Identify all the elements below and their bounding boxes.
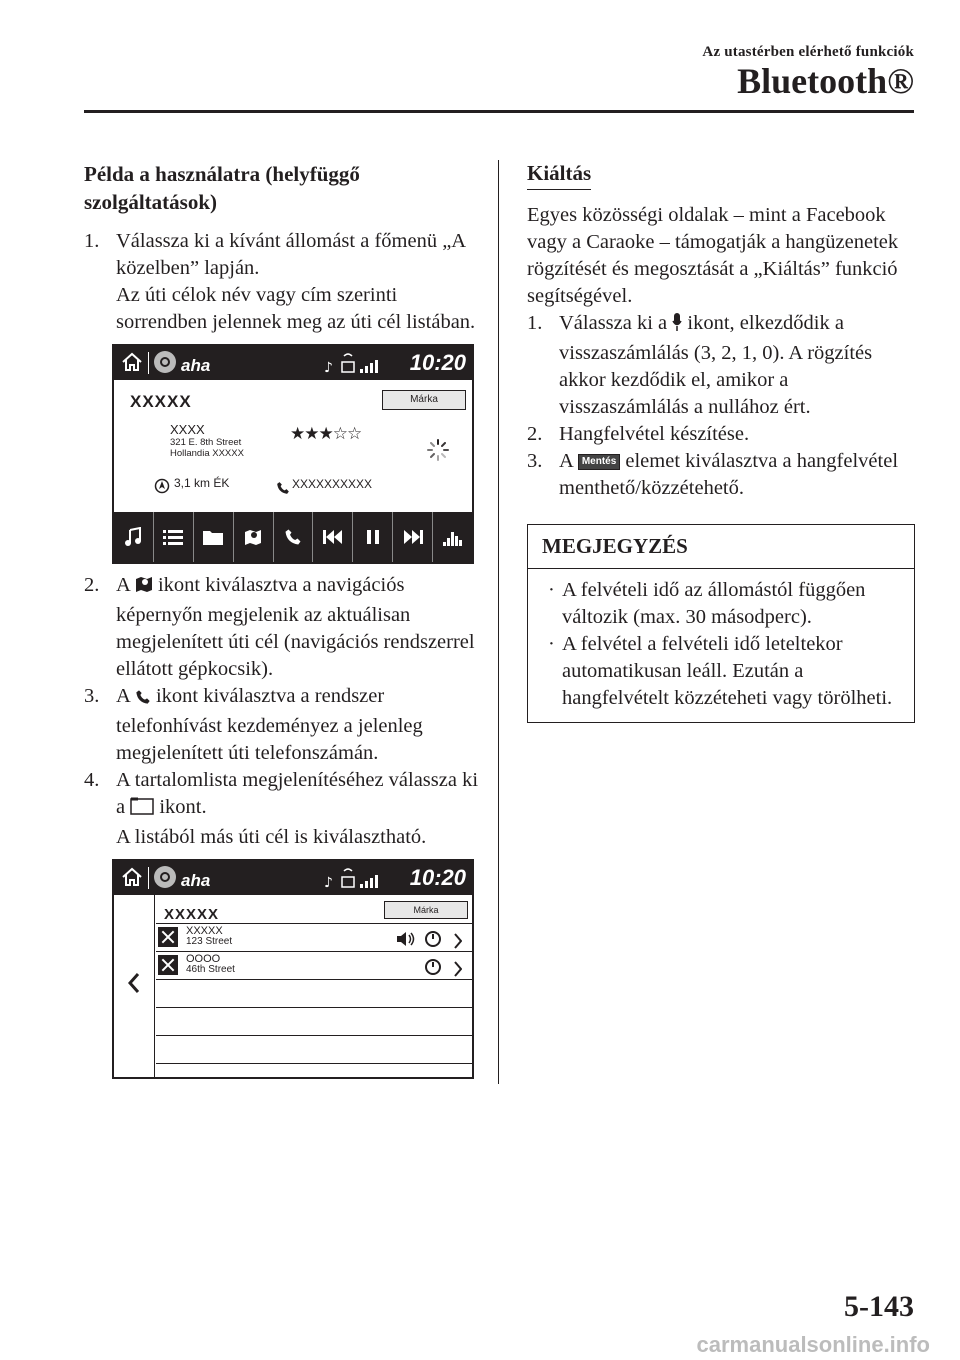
pause-icon[interactable]	[353, 512, 393, 562]
left-column	[84, 160, 484, 1079]
step-2	[84, 572, 484, 683]
step-3	[84, 683, 484, 767]
address-line-1: 321 E. 8th Street	[170, 437, 242, 448]
shout-step-3	[527, 448, 915, 502]
aha-detail-screen	[112, 344, 474, 564]
bullet-dot: ·	[548, 633, 555, 655]
header-rule	[84, 110, 914, 113]
clock: 10:20	[409, 350, 466, 375]
step-text: Válassza ki a kívánt állomást a főmenü „A közelben” lapján.	[116, 230, 465, 279]
note-title: MEGJEGYZÉS	[528, 525, 914, 569]
star-empty-icon: ☆	[332, 424, 347, 443]
shout-step-1	[527, 310, 915, 421]
note-text: A felvételi idő az állomástól függően változik (max. 30 másodperc).	[562, 579, 866, 628]
star-empty-icon: ☆	[347, 424, 362, 443]
step-text: A listából más úti cél is kiválasztható.	[116, 826, 427, 848]
step-text: A	[116, 574, 130, 596]
step-text: A	[116, 685, 130, 707]
home-icon[interactable]	[120, 866, 144, 895]
timer-icon	[424, 928, 442, 955]
list-icon[interactable]	[154, 512, 194, 562]
status-bar	[114, 861, 472, 895]
music-note-icon[interactable]	[114, 512, 154, 562]
app-name: aha	[181, 871, 211, 890]
step-text: elemet kiválasztva a hangfelvétel menthető/közzétehető.	[559, 450, 899, 499]
shout-intro: Egyes közösségi oldalak – mint a Facebook vagy a Caraoke – támogatják a hangüzenetek rögzítését és megosztását a „Kiáltás” funkció segítségével.	[527, 204, 899, 307]
step-text: Válassza ki a	[559, 312, 668, 334]
list-item-empty[interactable]	[156, 1008, 472, 1036]
note-body	[528, 569, 914, 722]
note-bullet	[542, 631, 900, 712]
right-column	[527, 160, 915, 723]
step-number: 4.	[84, 769, 100, 791]
example-heading: Példa a használatra (helyfüggő szolgáltatások)	[84, 162, 360, 214]
star-filled-icon: ★	[318, 424, 333, 443]
status-icons	[322, 350, 382, 385]
folder-icon[interactable]	[194, 512, 234, 562]
back-button[interactable]	[114, 895, 155, 1077]
brand-button[interactable]: Márka	[382, 390, 466, 410]
separator	[148, 352, 149, 374]
step-text: Hangfelvétel készítése.	[559, 423, 750, 445]
note-box	[527, 524, 915, 723]
step-number: 3.	[527, 450, 543, 472]
list-item[interactable]	[156, 924, 472, 952]
clock: 10:20	[409, 865, 466, 890]
step-number: 2.	[84, 574, 100, 596]
speaker-icon	[396, 928, 416, 955]
svg-text:♪: ♪	[324, 875, 333, 891]
step-1	[84, 228, 484, 336]
step-text-part: ikont.	[159, 796, 207, 818]
note-bullet	[542, 577, 900, 631]
equalizer-icon[interactable]	[433, 512, 472, 562]
place-name: XXXX	[170, 422, 205, 437]
step-number: 2.	[527, 423, 543, 445]
star-filled-icon: ★	[304, 424, 319, 443]
list-header	[156, 895, 472, 924]
navigation-map-icon[interactable]	[234, 512, 274, 562]
page-number: 5-143	[844, 1290, 914, 1323]
content-list-icon	[130, 796, 154, 824]
aha-app-icon	[154, 866, 176, 888]
save-button: Mentés	[578, 454, 620, 470]
timer-icon	[424, 956, 442, 983]
microphone-icon	[672, 312, 682, 340]
svg-text:♪: ♪	[324, 360, 333, 376]
address-line-2: Hollandia XXXXX	[170, 448, 244, 459]
list-item-empty[interactable]	[156, 980, 472, 1008]
step-text-part: A tartalomlista megjelenítéséhez válassza ki a	[116, 769, 479, 818]
chevron-left-icon	[128, 972, 140, 1001]
phone-icon[interactable]	[274, 512, 314, 562]
loading-spinner-icon	[426, 438, 450, 469]
step-text: A	[559, 450, 573, 472]
media-toolbar	[114, 512, 472, 562]
next-track-icon[interactable]	[393, 512, 433, 562]
item-street: 123 Street	[186, 936, 233, 947]
step-text: ikont kiválasztva a rendszer telefonhívást kezdeményez a jelenleg megjelenített úti telefonszámán.	[116, 685, 423, 764]
column-divider	[498, 160, 499, 1084]
previous-track-icon[interactable]	[313, 512, 353, 562]
phone-number[interactable]: XXXXXXXXXX	[292, 477, 373, 491]
item-name: OOOO	[186, 953, 221, 965]
phone-icon	[135, 686, 151, 713]
note-text: A felvétel a felvételi idő leteltekor automatikusan leáll. Ezután a hangfelvételt közzéteheti vagy törölheti.	[562, 633, 893, 709]
phone-icon	[276, 475, 290, 502]
separator	[148, 867, 149, 889]
navigation-map-icon	[135, 574, 153, 602]
status-bar	[114, 346, 472, 380]
list-item[interactable]	[156, 952, 472, 980]
brand-button[interactable]: Márka	[384, 901, 468, 919]
step-4	[84, 767, 484, 851]
step-text: ikont kiválasztva a navigációs képernyőn megjelenik az aktuálisan megjelenített úti cél (navigációs rendszerrel ellátott gépkocsik).	[116, 574, 475, 680]
step-text: Az úti célok név vagy cím szerinti sorrendben jelennek meg az úti cél listában.	[116, 284, 476, 333]
aha-app-icon	[154, 351, 176, 373]
section-subtitle: Az utastérben elérhető funkciók	[702, 44, 914, 60]
step-text	[116, 767, 484, 824]
station-title: XXXXX	[130, 392, 192, 411]
distance-icon	[154, 474, 170, 501]
page-title: Bluetooth®	[737, 61, 914, 101]
star-filled-icon: ★	[290, 424, 305, 443]
footer-watermark: carmanualsonline.info	[696, 1332, 930, 1357]
list-item-empty[interactable]	[156, 1036, 472, 1064]
shout-heading: Kiáltás	[527, 160, 591, 190]
station-title: XXXXX	[164, 906, 220, 923]
step-number: 1.	[84, 230, 100, 252]
step-number: 1.	[527, 312, 543, 334]
rating-stars	[290, 420, 361, 447]
home-icon[interactable]	[120, 351, 144, 380]
shout-step-2	[527, 421, 915, 448]
step-text: ikont, elkezdődik a visszaszámlálás (3, 2, 1, 0). A rögzítés akkor kezdődik el, amikor a visszaszámlálás a nullához ért.	[559, 312, 873, 418]
distance-value: 3,1 km ÉK	[174, 476, 230, 490]
step-number: 3.	[84, 685, 100, 707]
item-street: 46th Street	[186, 964, 235, 975]
item-name: XXXXX	[186, 925, 223, 937]
item-thumbnail-icon	[158, 955, 178, 975]
aha-content-list-screen	[112, 859, 474, 1079]
item-thumbnail-icon	[158, 927, 178, 947]
bullet-dot: ·	[548, 579, 555, 601]
app-name: aha	[181, 356, 211, 375]
